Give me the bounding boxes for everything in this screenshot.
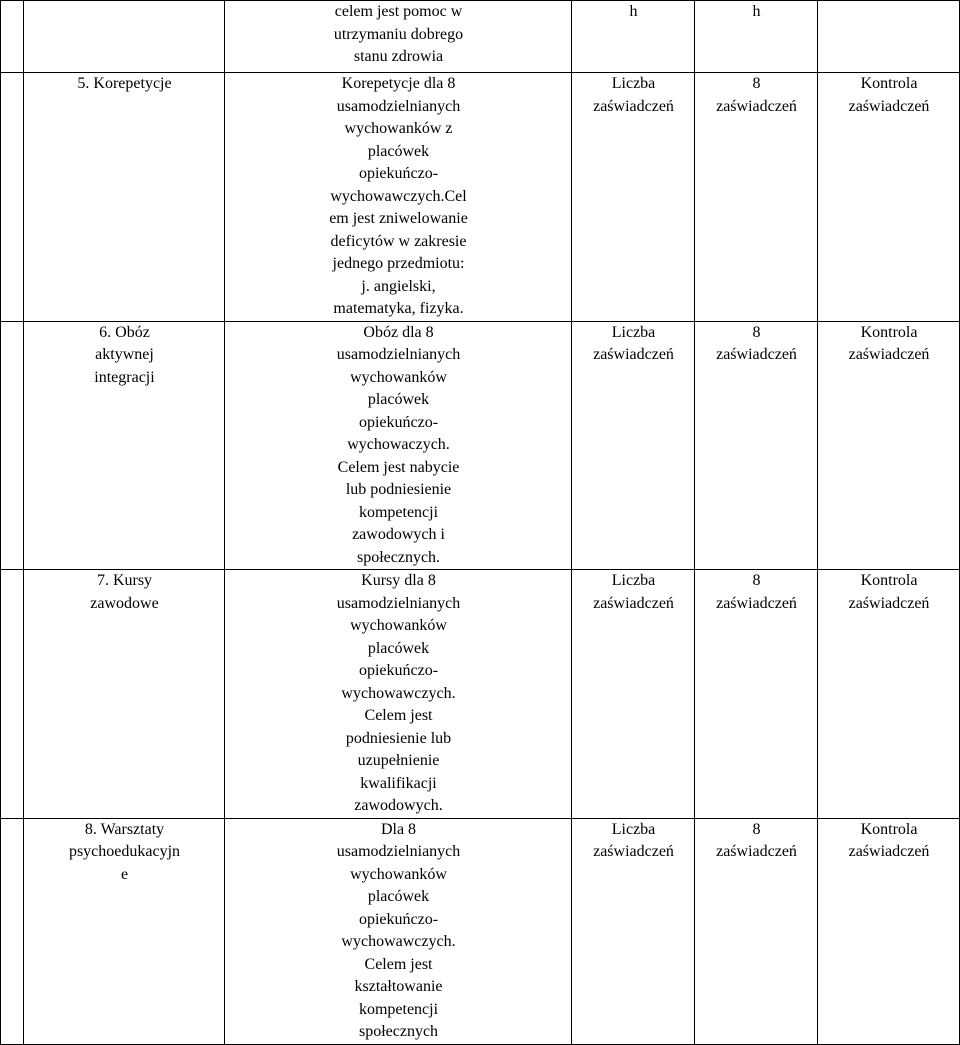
table-row: [1, 570, 960, 819]
control-cell: [818, 321, 960, 570]
control-method: Kontrola zaświadczeń: [848, 820, 930, 860]
indicator-cell: [572, 818, 695, 1044]
indicator-cell: [572, 1, 695, 73]
indicator-cell: [572, 570, 695, 819]
table-row: [1, 818, 960, 1044]
table-row: [1, 1, 960, 73]
task-description: Obóz dla 8 usamodzielnianych wychowanków placówek opiekuńczo- wychowaczych. Celem jest nabycie lub podniesienie kompetencji zawodowych i społecznych.: [336, 323, 461, 566]
task-description-cell: [225, 570, 572, 819]
task-name-cell: [24, 73, 225, 322]
row-number-cell: [1, 818, 24, 1044]
control-cell: [818, 1, 960, 73]
task-name-cell: [24, 1, 225, 73]
value-cell: [695, 570, 818, 819]
indicator-cell: [572, 73, 695, 322]
task-description-cell: [225, 321, 572, 570]
indicator-value: 8 zaświadczeń: [716, 75, 797, 115]
table-row: [1, 321, 960, 570]
indicator: Liczba zaświadczeń: [593, 75, 674, 115]
control-cell: [818, 818, 960, 1044]
task-description: Korepetycje dla 8 usamodzielnianych wychowanków z placówek opiekuńczo- wychowawczych.Cel em jest zniwelowanie deficytów w zakresie jednego przedmiotu: j. angielski, matematyka, fizyka.: [329, 75, 468, 317]
control-cell: [818, 570, 960, 819]
indicator: Liczba zaświadczeń: [593, 820, 674, 860]
control-method: Kontrola zaświadczeń: [848, 572, 930, 612]
task-name-cell: [24, 818, 225, 1044]
task-name-cell: [24, 321, 225, 570]
task-description-cell: [225, 73, 572, 322]
value-cell: [695, 73, 818, 322]
indicator-value: 8 zaświadczeń: [716, 323, 797, 363]
task-description: celem jest pomoc w utrzymaniu dobrego stanu zdrowia: [333, 3, 464, 65]
task-name: 5. Korepetycje: [77, 75, 172, 92]
indicator: Liczba zaświadczeń: [593, 572, 674, 612]
indicator-value: h: [752, 3, 761, 20]
task-name: 8. Warsztaty psychoedukacyjn e: [68, 820, 181, 883]
indicator-value: 8 zaświadczeń: [716, 820, 797, 860]
task-name-cell: [24, 570, 225, 819]
task-description: Kursy dla 8 usamodzielnianych wychowanków placówek opiekuńczo- wychowawczych. Celem jest podniesienie lub uzupełnienie kwalifikacji zawodowych.: [336, 572, 461, 814]
task-name: 6. Obóz aktywnej integracji: [94, 323, 155, 386]
row-number-cell: [1, 73, 24, 322]
control-method: Kontrola zaświadczeń: [848, 323, 930, 363]
row-number-cell: [1, 321, 24, 570]
value-cell: [695, 1, 818, 73]
task-description: Dla 8 usamodzielnianych wychowanków placówek opiekuńczo- wychowawczych. Celem jest kształtowanie kompetencji społecznych: [336, 820, 461, 1040]
control-method: Kontrola zaświadczeń: [848, 75, 930, 115]
indicator: h: [629, 3, 638, 20]
row-number-cell: [1, 1, 24, 73]
task-description-cell: [225, 818, 572, 1044]
row-number-cell: [1, 570, 24, 819]
table-row: [1, 73, 960, 322]
indicator-value: 8 zaświadczeń: [716, 572, 797, 612]
value-cell: [695, 818, 818, 1044]
task-description-cell: [225, 1, 572, 73]
value-cell: [695, 321, 818, 570]
indicator-cell: [572, 321, 695, 570]
indicator: Liczba zaświadczeń: [593, 323, 674, 363]
control-cell: [818, 73, 960, 322]
task-name: 7. Kursy zawodowe: [90, 572, 159, 612]
